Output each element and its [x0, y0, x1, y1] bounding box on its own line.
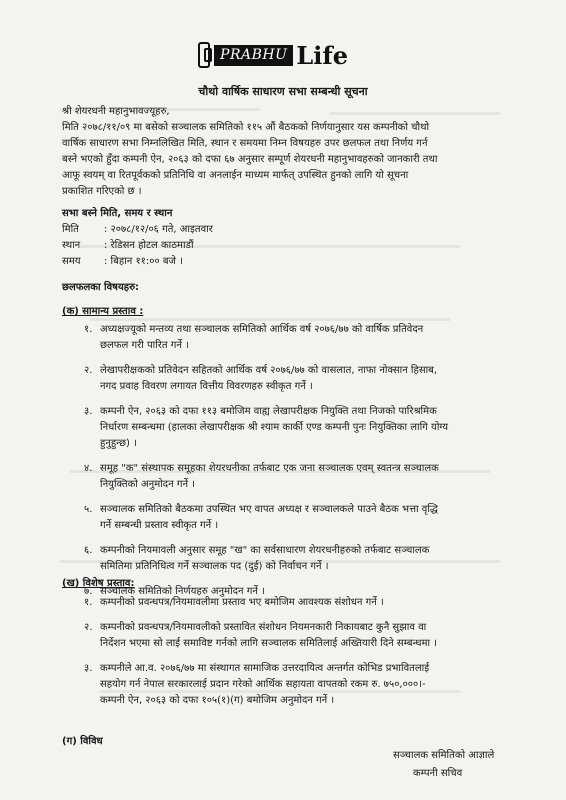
bleed-through — [330, 112, 500, 115]
agenda-item-text: निर्देशन भएमा सो लाई समाविष्ट गर्नको लागि सञ्चालक समितिलाई अख्तियारी दिने सम्बन्धमा । — [100, 638, 438, 649]
agenda-item-text: सहयोग गर्न नेपाल सरकारलाई प्रदान गरेको आर्थिक सहायता वापतको रकम रु. ७५०,०००।- — [100, 679, 426, 690]
agenda-item-text: सञ्चालक समितिको बैठकमा उपस्थित भए वापत अध्यक्ष र सञ्चालकले पाउने बैठक भत्ता वृद्धि — [100, 504, 438, 515]
agenda-item-text: छलफल गरी पारित गर्ने । — [100, 340, 189, 351]
meeting-date-label: मिति — [62, 224, 79, 235]
signature-title: कम्पनी सचिव — [413, 768, 463, 779]
intro-line: मिति २०७८/११/०९ मा बसेको सञ्चालक समितिको ११५ औं बैठकको निर्णयानुसार यस कम्पनीको चौथो — [62, 122, 430, 133]
agenda-item-text: कम्पनी ऐन, २०६३ को दफा ११३ बमोजिम वाह्य लेखापरीक्षक नियुक्ति तथा निजको पारिश्रमिक — [100, 406, 437, 417]
agenda-item-text: गर्ने सम्बन्धी प्रस्ताव स्वीकृत गर्ने । — [100, 520, 219, 531]
agenda-item-number: २. — [84, 622, 93, 633]
company-logo — [198, 38, 348, 72]
meeting-time-value: : बिहान ११:०० बजे । — [104, 256, 183, 267]
agenda-item-text: सञ्चालक समितिको निर्णयहरु अनुमोदन गर्ने । — [100, 586, 265, 597]
agenda-item-text: समितिमा प्रतिनिधित्व गर्ने सञ्चालक पद (दुई) को निर्वाचन गर्ने । — [100, 561, 329, 572]
meeting-heading: सभा बस्ने मिति, समय र स्थान — [62, 208, 173, 219]
agenda-item-text: समूह "क" संस्थापक समूहका शेयरधनीका तर्फबाट एक जना सञ्चालक एवम् स्वतन्त्र सञ्चालक — [100, 463, 439, 474]
meeting-venue-value: : रेडिसन होटल काठमाडौं — [104, 240, 194, 251]
agenda-item-text: निर्धारण सम्बन्धमा (हालका लेखापरीक्षक श्री श्याम कार्की एण्ड कम्पनी पुनः नियुक्तिका लागि योग्य — [100, 422, 449, 433]
meeting-date-value: : २०७८/१२/०६ गते, आइतवार — [104, 224, 213, 235]
agenda-item-text: कम्पनीको प्रवन्धपत्र/नियमावलीको प्रस्तावित संशोधन नियमनकारी निकायबाट कुनै सुझाव वा — [100, 622, 427, 633]
agenda-item-text: अध्यक्षज्यूको मन्तव्य तथा सञ्चालक समितिको आर्थिक वर्ष २०७६/७७ को वार्षिक प्रतिवेदन — [100, 324, 424, 335]
agenda-item-text: कम्पनीको नियमावली अनुसार समूह "ख" का सर्वसाधारण शेयरधनीहरुको तर्फबाट सञ्चालक — [100, 545, 430, 556]
bleed-through — [90, 318, 450, 321]
logo-brand-box: PRABHU — [214, 45, 293, 66]
signature-line: सञ्चालक समितिको आज्ञाले — [393, 750, 495, 761]
agenda-item-text: नियुक्तिको अनुमोदन गर्ने । — [100, 479, 195, 490]
agenda-item-number: ३. — [84, 406, 93, 417]
agenda-item-text: कम्पनी ऐन, २०६३ को दफा १०५(१)(ग) बमोजिम अनुमोदन गर्ने । — [100, 695, 335, 706]
special-proposals-heading: (ख) विशेष प्रस्ताव: — [62, 578, 135, 589]
logo-emblem-icon — [198, 42, 210, 68]
agenda-item-text: कम्पनीको प्रवन्धपत्र/नियमावलीमा प्रस्ताव भए बमोजिम आवश्यक संशोधन गर्ने । — [100, 597, 384, 608]
agenda-item-number: ६. — [84, 545, 93, 556]
logo-brand-life: Life — [296, 40, 348, 70]
agenda-item-number: ३. — [84, 663, 93, 674]
misc-heading: (ग) विविध — [62, 736, 103, 747]
meeting-venue-label: स्थान — [62, 240, 81, 251]
agenda-item-number: १. — [84, 597, 93, 608]
agenda-item-number: २. — [84, 365, 93, 376]
agenda-item-text: कम्पनीले आ.व. २०७६/७७ मा संस्थागत सामाजिक उत्तरदायित्व अन्तर्गत कोभिड प्रभावितलाई — [100, 663, 430, 674]
agenda-item-number: ५. — [84, 504, 93, 515]
agenda-item-text: लेखापरीक्षकको प्रतिवेदन सहितको आर्थिक वर्ष २०७६/७७ को वासलात, नाफा नोक्सान हिसाब, — [100, 365, 438, 376]
general-proposals-heading: (क) सामान्य प्रस्ताव : — [62, 306, 144, 317]
salutation: श्री शेयरधनी महानुभावज्यूहरु, — [62, 106, 170, 117]
agenda-item-number: ७. — [84, 586, 93, 597]
agenda-item-text: हुनुहुन्छ) । — [100, 438, 137, 449]
meeting-time-label: समय — [62, 256, 81, 267]
agenda-item-number: ४. — [84, 463, 93, 474]
agenda-item-number: १. — [84, 324, 93, 335]
intro-line: बस्ने भएको हुँदा कम्पनी ऐन, २०६३ को दफा ६७ अनुसार सम्पूर्ण शेयरधनी महानुभावहरुको जानकारी तथा — [62, 154, 438, 165]
intro-line: वार्षिक साधारण सभा निम्नलिखित मिति, स्थान र समयमा निम्न विषयहरु उपर छलफल तथा निर्णय गर्न — [62, 138, 428, 149]
notice-title: चौथो वार्षिक साधारण सभा सम्बन्धी सूचना — [198, 85, 368, 98]
agenda-heading: छलफलका विषयहरु: — [62, 282, 140, 293]
agenda-item-text: नगद प्रवाह विवरण लगायत वित्तीय विवरणहरु स्वीकृत गर्ने । — [100, 381, 313, 392]
intro-line: प्रकाशित गरिएको छ । — [62, 186, 142, 197]
intro-line: आफू स्वयम् वा रितपूर्वकको प्रतिनिधि वा अनलाईन माध्यम मार्फत् उपस्थित हुनको लागि यो सूचना — [62, 170, 409, 181]
